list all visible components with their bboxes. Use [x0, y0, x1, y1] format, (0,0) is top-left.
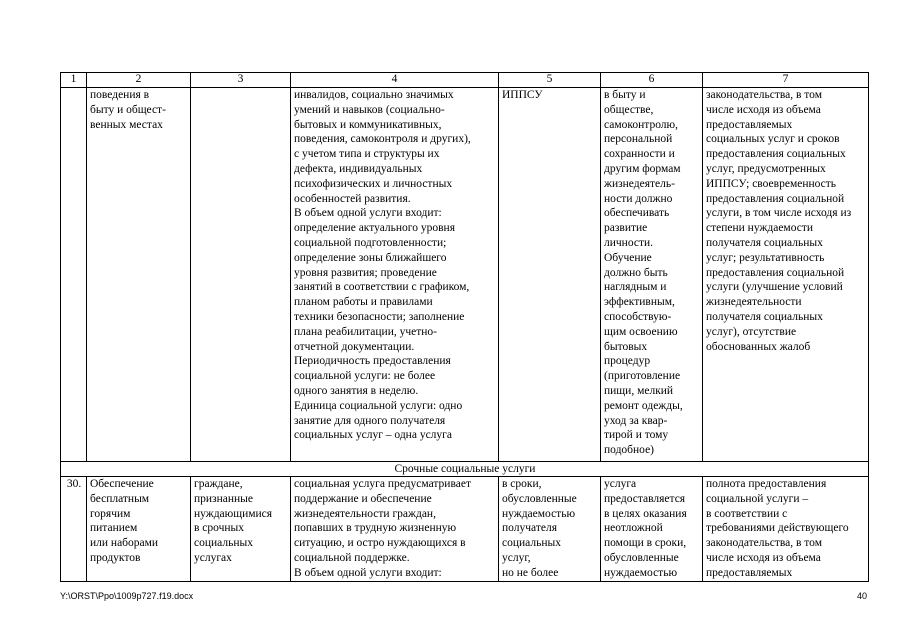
cell-text-line: предоставляемых	[706, 118, 793, 131]
cell-text-line: законодательства, в том	[706, 89, 822, 101]
cell-text-line: поведения, самоконтроля и других),	[294, 133, 471, 146]
service-timing-cell	[499, 88, 601, 462]
cell-text-line: с учетом типа и структуры их	[294, 148, 440, 161]
cell-text-line: Обучение	[604, 251, 652, 264]
cell-text-line: ИППСУ	[502, 89, 543, 101]
column-number-1: 1	[61, 73, 87, 88]
cell-text-line: степени нуждаемости	[706, 222, 814, 235]
cell-text-line: в соответствии с	[706, 507, 788, 520]
cell-text-line: законодательства, в том	[706, 537, 822, 550]
cell-text-line: сохранности и	[604, 148, 675, 161]
cell-text-line: плана реабилитации, учетно-	[294, 325, 438, 338]
cell-text-line: жизнедеятельности	[706, 296, 802, 309]
cell-text-line: получателя	[502, 522, 557, 535]
cell-text-line: числе исходя из объема	[706, 103, 821, 116]
cell-text-line: быту и общест-	[90, 103, 166, 116]
column-number-7: 7	[703, 73, 869, 88]
cell-text-line: граждане,	[194, 478, 243, 490]
cell-text-line: услуги, в том числе исходя из	[706, 207, 852, 220]
section-title: Срочные социальные услуги	[61, 462, 869, 477]
cell-text-line: занятие для одного получателя	[294, 414, 446, 427]
cell-text-line: другим формам	[604, 162, 681, 175]
cell-text-line: нуждаемостью	[502, 507, 576, 520]
cell-text-line: социальной услуги –	[706, 492, 809, 505]
column-number-4: 4	[291, 73, 499, 88]
column-number-6: 6	[601, 73, 703, 88]
cell-text-line: планом работы и правилами	[294, 296, 433, 309]
cell-text-line: уровня развития; проведение	[294, 266, 437, 279]
cell-text-line: подобное)	[604, 444, 655, 457]
service-description-cell	[291, 88, 499, 462]
cell-text-line: услугах	[194, 551, 232, 564]
cell-text-line: продуктов	[90, 551, 141, 564]
cell-text-line: щим освоению	[604, 325, 678, 338]
cell-text-line: услуги (улучшение условий	[706, 281, 843, 294]
cell-text-line: тирой и тому	[604, 429, 669, 442]
cell-text-line: социальной подготовленности;	[294, 236, 447, 249]
cell-text-line: требованиями действующего	[706, 522, 849, 535]
cell-text-line: обеспечивать	[604, 207, 670, 220]
cell-text-line: техники безопасности; заполнение	[294, 310, 465, 323]
service-name-cell	[87, 477, 191, 582]
cell-text-line: услуга	[604, 478, 637, 490]
cell-text-line: поведения в	[90, 89, 150, 101]
recipient-category-cell	[191, 477, 291, 582]
cell-text-line: бесплатным	[90, 492, 150, 505]
cell-text-line: В объем одной услуги входит:	[294, 207, 442, 220]
cell-text-line: услуг, предусмотренных	[706, 162, 826, 175]
cell-text-line: инвалидов, социально значимых	[294, 89, 454, 101]
cell-text-line: ности должно	[604, 192, 673, 205]
cell-text-line: занятий в соответствии с графиком,	[294, 281, 470, 294]
cell-text-line: Обеспечение	[90, 478, 154, 490]
cell-text-line: обусловленные	[604, 551, 679, 564]
cell-text-line: социальной поддержке.	[294, 551, 410, 564]
service-description-cell	[291, 477, 499, 582]
cell-text-line: получателя социальных	[706, 310, 823, 323]
cell-text-line: социальных	[502, 537, 561, 550]
column-number-row	[61, 73, 869, 88]
cell-text-line: социальной услуги: не более	[294, 370, 436, 383]
services-table	[60, 72, 869, 582]
cell-text-line: жизнедеятель-	[604, 177, 675, 190]
cell-text-line: Единица социальной услуги: одно	[294, 399, 463, 412]
cell-text-line: ремонт одежды,	[604, 399, 683, 412]
cell-text-line: предоставления социальных	[706, 148, 846, 161]
cell-text-line: социальная услуга предусматривает	[294, 478, 471, 490]
cell-text-line: предоставления социальной	[706, 266, 845, 279]
cell-text-line: получателя социальных	[706, 236, 823, 249]
cell-text-line: дефекта, индивидуальных	[294, 162, 423, 175]
cell-text-line: эффективным,	[604, 296, 675, 309]
cell-text-line: предоставления социальной	[706, 192, 845, 205]
cell-text-line: услуг,	[502, 551, 531, 564]
quality-indicators-cell	[703, 88, 869, 462]
column-number-2: 2	[87, 73, 191, 88]
cell-text-line: питанием	[90, 522, 138, 535]
cell-text-line: В объем одной услуги входит:	[294, 566, 442, 579]
cell-text-line: обусловленные	[502, 492, 577, 505]
cell-text-line: неотложной	[604, 522, 663, 535]
recipient-category-cell	[191, 88, 291, 462]
cell-text-line: помощи в сроки,	[604, 537, 687, 550]
cell-text-line: услуг; результативность	[706, 251, 825, 264]
cell-text-line: полнота предоставления	[706, 478, 827, 490]
cell-text-line: ситуацию, и остро нуждающихся в	[294, 537, 466, 550]
column-number-5: 5	[499, 73, 601, 88]
cell-text-line: способствую-	[604, 310, 672, 323]
column-number-3: 3	[191, 73, 291, 88]
cell-text-line: социальных услуг – одна услуга	[294, 429, 452, 442]
cell-text-line: нуждаемостью	[604, 566, 678, 579]
service-name-cell	[87, 88, 191, 462]
cell-text-line: бытовых и коммуникативных,	[294, 118, 442, 131]
cell-text-line: в быту и	[604, 89, 646, 101]
cell-text-line: наглядным и	[604, 281, 667, 294]
cell-text-line: умений и навыков (социально-	[294, 103, 445, 116]
cell-text-line: обоснованных жалоб	[706, 340, 811, 353]
cell-text-line: нуждающимися	[194, 507, 273, 520]
cell-text-line: числе исходя из объема	[706, 551, 821, 564]
cell-text-line: попавших в трудную жизненную	[294, 522, 457, 535]
cell-text-line: венных местах	[90, 118, 163, 131]
cell-text-line: предоставляемых	[706, 566, 793, 579]
cell-text-line: уход за квар-	[604, 414, 668, 427]
cell-text-line: но не более	[502, 566, 559, 579]
cell-text-line: пищи, мелкий	[604, 384, 674, 397]
cell-text-line: должно быть	[604, 266, 668, 279]
cell-text-line: самоконтролю,	[604, 118, 679, 131]
row-number-cell	[61, 88, 87, 462]
file-path-footer: Y:\ORST\Ppo\1009p727.f19.docx	[60, 591, 194, 601]
cell-text-line: процедур	[604, 355, 651, 368]
cell-text-line: или наборами	[90, 537, 159, 550]
cell-text-line: (приготовление	[604, 370, 681, 383]
cell-text-line: персональной	[604, 133, 673, 146]
cell-text-line: определение зоны ближайшего	[294, 251, 447, 264]
service-timing-cell	[499, 477, 601, 582]
cell-text-line: в сроки,	[502, 478, 542, 490]
cell-text-line: поддержание и обеспечение	[294, 492, 432, 505]
cell-text-line: одного занятия в неделю.	[294, 384, 419, 397]
cell-text-line: определение актуального уровня	[294, 222, 455, 235]
cell-text-line: социальных услуг и сроков	[706, 133, 840, 146]
quality-indicators-cell	[703, 477, 869, 582]
cell-text-line: личности.	[604, 236, 654, 249]
section-heading-row	[61, 462, 869, 477]
cell-text-line: психофизических и личностных	[294, 177, 453, 190]
cell-text-line: Периодичность предоставления	[294, 355, 451, 368]
cell-text-line: особенностей развития.	[294, 192, 411, 205]
row-number-cell: 30.	[61, 477, 87, 582]
cell-text-line: жизнедеятельности граждан,	[294, 507, 436, 520]
cell-text-line: предоставляется	[604, 492, 686, 505]
cell-text-line: услуг), отсутствие	[706, 325, 797, 338]
table-row	[61, 88, 869, 462]
cell-text-line: в целях оказания	[604, 507, 687, 520]
cell-text-line: отчетной документации.	[294, 340, 415, 353]
cell-text-line: в срочных	[194, 522, 245, 535]
cell-text-line: социальных	[194, 537, 253, 550]
cell-text-line: обществе,	[604, 103, 654, 116]
cell-text-line: признанные	[194, 492, 253, 505]
service-conditions-cell	[601, 477, 703, 582]
page-number: 40	[856, 591, 867, 601]
cell-text-line: горячим	[90, 507, 131, 520]
service-conditions-cell	[601, 88, 703, 462]
cell-text-line: ИППСУ; своевременность	[706, 177, 837, 190]
cell-text-line: развитие	[604, 222, 648, 235]
table-row	[61, 477, 869, 582]
cell-text-line: бытовых	[604, 340, 648, 353]
